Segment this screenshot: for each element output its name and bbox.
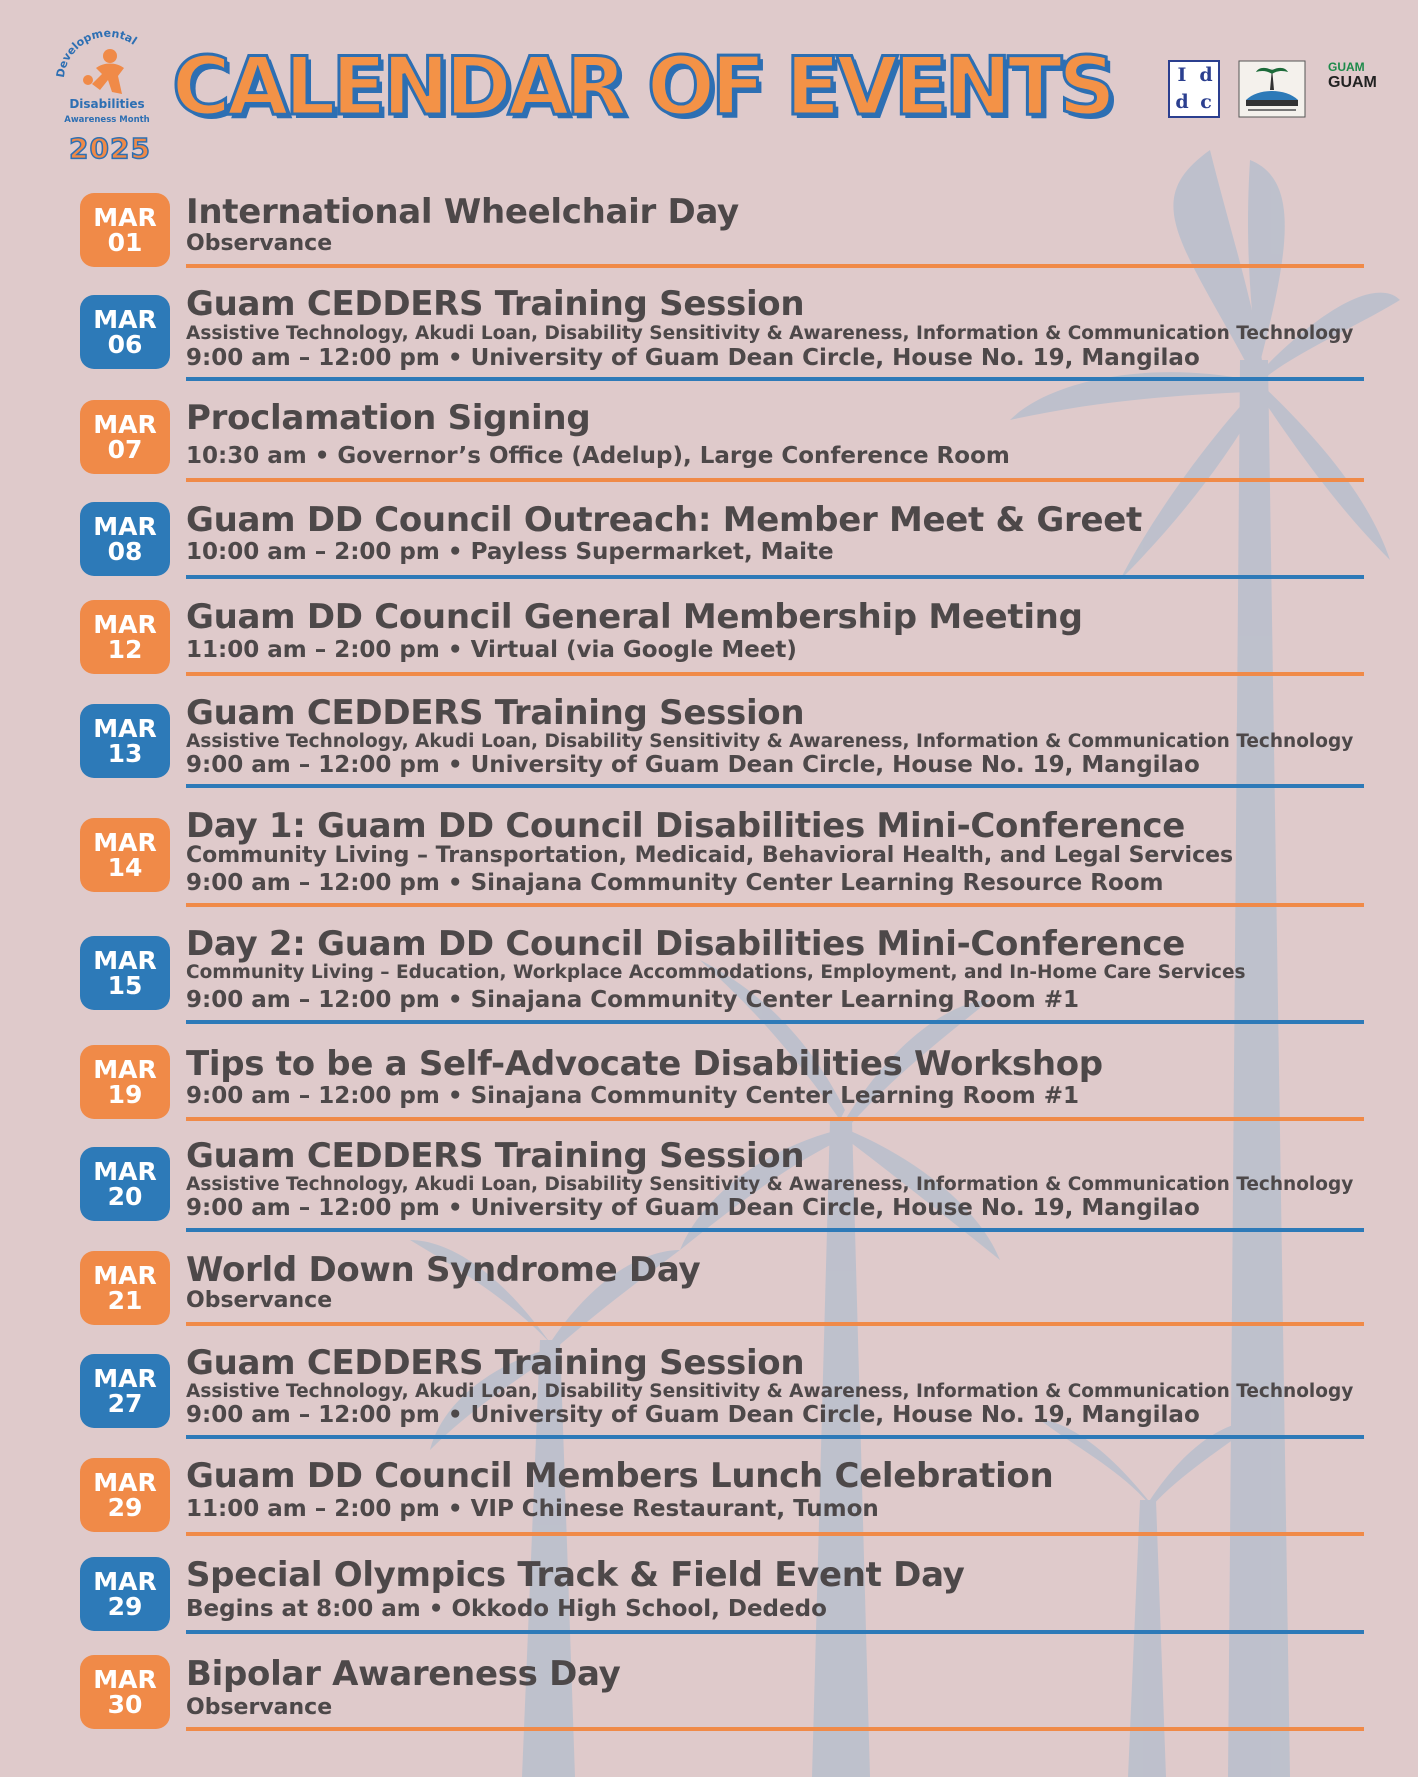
badge-month: MAR [93,946,157,975]
badge-month: MAR [93,410,157,439]
badge-day: 01 [107,228,143,257]
badge-day: 07 [107,435,143,464]
guam-logo-top: GUAM [1328,60,1365,74]
event-details: 9:00 am – 12:00 pm • Sinajana Community Center Learning Room #1 [186,1083,1080,1109]
date-badge [80,1458,170,1532]
date-badge [80,193,170,267]
event-topics: Assistive Technology, Akudi Loan, Disability Sensitivity & Awareness, Information & Communication Technology [186,323,1354,344]
badge-month: MAR [93,1157,157,1186]
badge-day: 27 [107,1389,143,1418]
event-details: 11:00 am – 2:00 pm • Virtual (via Google Meet) [186,637,797,663]
ddc-letter: I [1177,64,1187,86]
event-title: Guam CEDDERS Training Session [186,1136,805,1176]
badge-day: 29 [107,1592,143,1621]
divider [186,1435,1364,1439]
date-badge [80,704,170,778]
divider [186,1020,1364,1024]
badge-day: 08 [107,537,143,566]
badge-month: MAR [93,203,157,232]
divider [186,264,1364,268]
event-title: Special Olympics Track & Field Event Day [186,1555,965,1595]
divider [186,1322,1364,1326]
event-title: Guam CEDDERS Training Session [186,693,805,733]
date-badge [80,1147,170,1221]
divider [186,1532,1364,1536]
divider [186,377,1364,381]
event-details: 9:00 am – 12:00 pm • University of Guam Dean Circle, House No. 19, Mangilao [186,345,1200,371]
event-title: Guam DD Council Members Lunch Celebration [186,1456,1054,1496]
ddc-letter: d [1175,91,1189,113]
event-details: Begins at 8:00 am • Okkodo High School, Dededo [186,1596,827,1622]
ddc-letter: d [1199,64,1213,86]
badge-day: 19 [107,1080,143,1109]
badge-month: MAR [93,1567,157,1596]
badge-month: MAR [93,610,157,639]
date-badge [80,1354,170,1428]
badge-month: MAR [93,305,157,334]
badge-month: MAR [93,1261,157,1290]
badge-day: 12 [107,635,143,664]
badge-day: 13 [107,739,143,768]
event-title: Guam CEDDERS Training Session [186,284,805,324]
badge-month: MAR [93,1665,157,1694]
event-details: 9:00 am – 12:00 pm • University of Guam Dean Circle, House No. 19, Mangilao [186,1195,1200,1221]
date-badge [80,1655,170,1729]
divider [186,1630,1364,1634]
date-badge [80,1251,170,1325]
event-topics: Assistive Technology, Akudi Loan, Disability Sensitivity & Awareness, Information & Communication Technology [186,1381,1354,1402]
event-details: 9:00 am – 12:00 pm • Sinajana Community Center Learning Room #1 [186,987,1080,1013]
badge-month: MAR [93,512,157,541]
divider [186,478,1364,482]
event-title: Tips to be a Self-Advocate Disabilities Workshop [186,1044,1103,1084]
date-badge [80,400,170,474]
divider [186,1117,1364,1121]
event-details: 9:00 am – 12:00 pm • Sinajana Community Center Learning Resource Room [186,870,1164,896]
badge-day: 15 [107,971,143,1000]
logo-line3: Awareness Month [64,115,150,125]
badge-day: 29 [107,1493,143,1522]
event-details: 11:00 am – 2:00 pm • VIP Chinese Restaurant, Tumon [186,1496,879,1522]
badge-day: 30 [107,1690,143,1719]
divider [186,575,1364,579]
event-title: Guam CEDDERS Training Session [186,1343,805,1383]
page-title: CALENDAR OF EVENTS [172,40,1112,133]
event-details: 9:00 am – 12:00 pm • University of Guam Dean Circle, House No. 19, Mangilao [186,752,1200,778]
date-badge [80,600,170,674]
date-badge [80,1557,170,1631]
date-badge [80,295,170,369]
logo-year: 2025 [69,132,151,165]
event-subtitle: Observance [186,231,333,256]
date-badge [80,1045,170,1119]
divider [186,1228,1364,1232]
logo-line2: Disabilities [69,97,145,111]
event-title: Bipolar Awareness Day [186,1654,621,1694]
date-badge [80,936,170,1010]
badge-day: 14 [107,853,143,882]
event-subtitle: Observance [186,1288,333,1313]
event-details: 9:00 am – 12:00 pm • University of Guam Dean Circle, House No. 19, Mangilao [186,1402,1200,1428]
ddc-letter: c [1200,91,1212,113]
event-subtitle: Community Living – Transportation, Medicaid, Behavioral Health, and Legal Services [186,843,1234,868]
divider [186,1727,1364,1731]
divider [186,784,1364,788]
badge-day: 06 [107,330,143,359]
event-title: Guam DD Council Outreach: Member Meet & Greet [186,500,1142,540]
event-title: International Wheelchair Day [186,192,739,232]
badge-month: MAR [93,1468,157,1497]
event-title: Guam DD Council General Membership Meeting [186,597,1083,637]
badge-month: MAR [93,1055,157,1084]
event-title: World Down Syndrome Day [186,1250,701,1290]
guam-logo-bottom: GUAM [1328,74,1377,91]
event-title: Day 1: Guam DD Council Disabilities Mini-Conference [186,806,1186,846]
divider [186,903,1364,907]
divider [186,672,1364,676]
event-title: Day 2: Guam DD Council Disabilities Mini-Conference [186,924,1186,964]
event-topics: Assistive Technology, Akudi Loan, Disability Sensitivity & Awareness, Information & Communication Technology [186,1174,1354,1195]
badge-day: 20 [107,1182,143,1211]
date-badge [80,818,170,892]
badge-day: 21 [107,1286,143,1315]
event-title: Proclamation Signing [186,398,591,438]
logo-line1: Developmental [53,26,140,79]
date-badge [80,502,170,576]
event-subtitle: Observance [186,1695,333,1720]
badge-month: MAR [93,828,157,857]
event-topics: Community Living – Education, Workplace Accommodations, Employment, and In-Home Care Services [186,962,1246,983]
badge-month: MAR [93,714,157,743]
badge-month: MAR [93,1364,157,1393]
event-details: 10:00 am – 2:00 pm • Payless Supermarket, Maite [186,539,834,565]
event-details: 10:30 am • Governor’s Office (Adelup), Large Conference Room [186,443,1010,469]
event-topics: Assistive Technology, Akudi Loan, Disability Sensitivity & Awareness, Information & Communication Technology [186,731,1354,752]
